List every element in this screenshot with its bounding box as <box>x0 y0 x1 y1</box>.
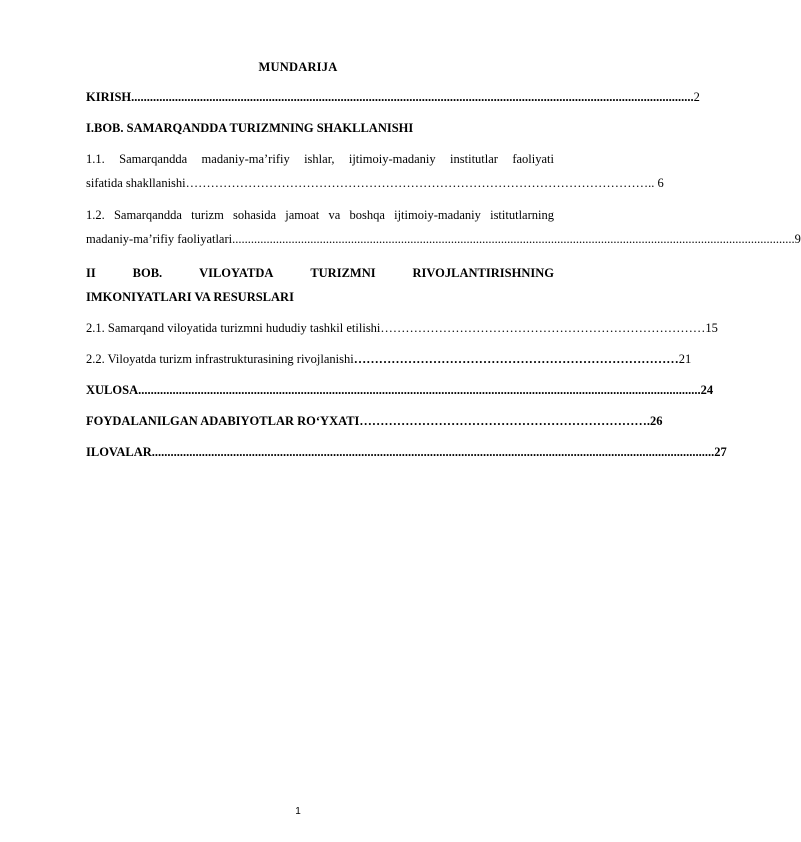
toc-entry-label: sifatida shakllanishi <box>86 176 186 190</box>
toc-chapter-2-heading-line1[interactable] <box>86 266 554 281</box>
toc-page-number: 2 <box>693 90 700 104</box>
toc-entry-label: madaniy-ma’rifiy faoliyatlari <box>86 232 233 246</box>
toc-leader-dots: .................................................................................................................................................................................... <box>138 383 701 397</box>
toc-entry-2-2[interactable] <box>86 352 692 367</box>
heading-word: RIVOJLANTIRISHNING <box>412 266 554 280</box>
toc-entry-2-1[interactable] <box>86 321 718 336</box>
heading-word: TURIZMNI <box>310 266 376 280</box>
toc-leader-dots: ………………………………………………………………………………………………… <box>185 176 649 190</box>
toc-page-number: 24 <box>700 383 714 397</box>
heading-word: BOB. <box>132 266 163 280</box>
heading-word: II <box>86 266 96 280</box>
toc-leader-dots: .................................................................................................................................................................................... <box>131 90 694 104</box>
toc-page-number: 15 <box>705 321 718 335</box>
toc-entry-label: FOYDALANILGAN ADABIYOTLAR RO‘YXATI <box>86 414 360 428</box>
toc-entry-appendices[interactable] <box>86 445 727 460</box>
toc-entry-label: 2.1. Samarqand viloyatida turizmni hududiy tashkil etilishi <box>86 321 381 335</box>
toc-leader-dots: …………………………………………………………… <box>359 414 647 428</box>
toc-page-number: .. 6 <box>648 176 664 190</box>
toc-entry-label: ILOVALAR <box>86 445 152 459</box>
toc-leader-dots: …………………………………………………………………… <box>380 321 706 335</box>
page-number-footer: 1 <box>295 806 301 817</box>
toc-leader-dots: .................................................................................................................................................................................... <box>232 232 795 246</box>
toc-entry-1-1-line1[interactable]: 1.1. Samarqandda madaniy-ma’rifiy ishlar, ijtimoiy-madaniy institutlar faoliyati <box>86 152 554 166</box>
toc-chapter-1-heading[interactable]: I.BOB. SAMARQANDDA TURIZMNING SHAKLLANISHI <box>86 121 414 135</box>
toc-entry-label: 2.2. Viloyatda turizm infrastrukturasining rivojlanishi <box>86 352 354 366</box>
toc-entry-label: XULOSA <box>86 383 139 397</box>
toc-page-number: .26 <box>646 414 663 428</box>
toc-chapter-2-heading-line2[interactable]: IMKONIYATLARI VA RESURSLARI <box>86 290 294 304</box>
toc-entry-kirish[interactable] <box>86 90 700 105</box>
toc-title: MUNDARIJA <box>258 60 338 74</box>
toc-leader-dots: …………………………………………………………………… <box>353 352 679 366</box>
toc-entry-1-2[interactable] <box>86 232 801 247</box>
toc-entry-1-2-line1[interactable]: 1.2. Samarqandda turizm sohasida jamoat va boshqa ijtimoiy-madaniy istitutlarning <box>86 208 554 222</box>
toc-entry-label: KIRISH <box>86 90 132 104</box>
heading-word: VILOYATDA <box>199 266 274 280</box>
toc-page-number: 21 <box>678 352 692 366</box>
toc-page-number: 9 <box>794 232 801 246</box>
toc-leader-dots: .................................................................................................................................................................................... <box>151 445 715 459</box>
toc-page-number: 27 <box>714 445 727 459</box>
toc-entry-1-1[interactable] <box>86 176 664 191</box>
toc-entry-references[interactable] <box>86 414 663 429</box>
toc-entry-xulosa[interactable] <box>86 383 714 398</box>
